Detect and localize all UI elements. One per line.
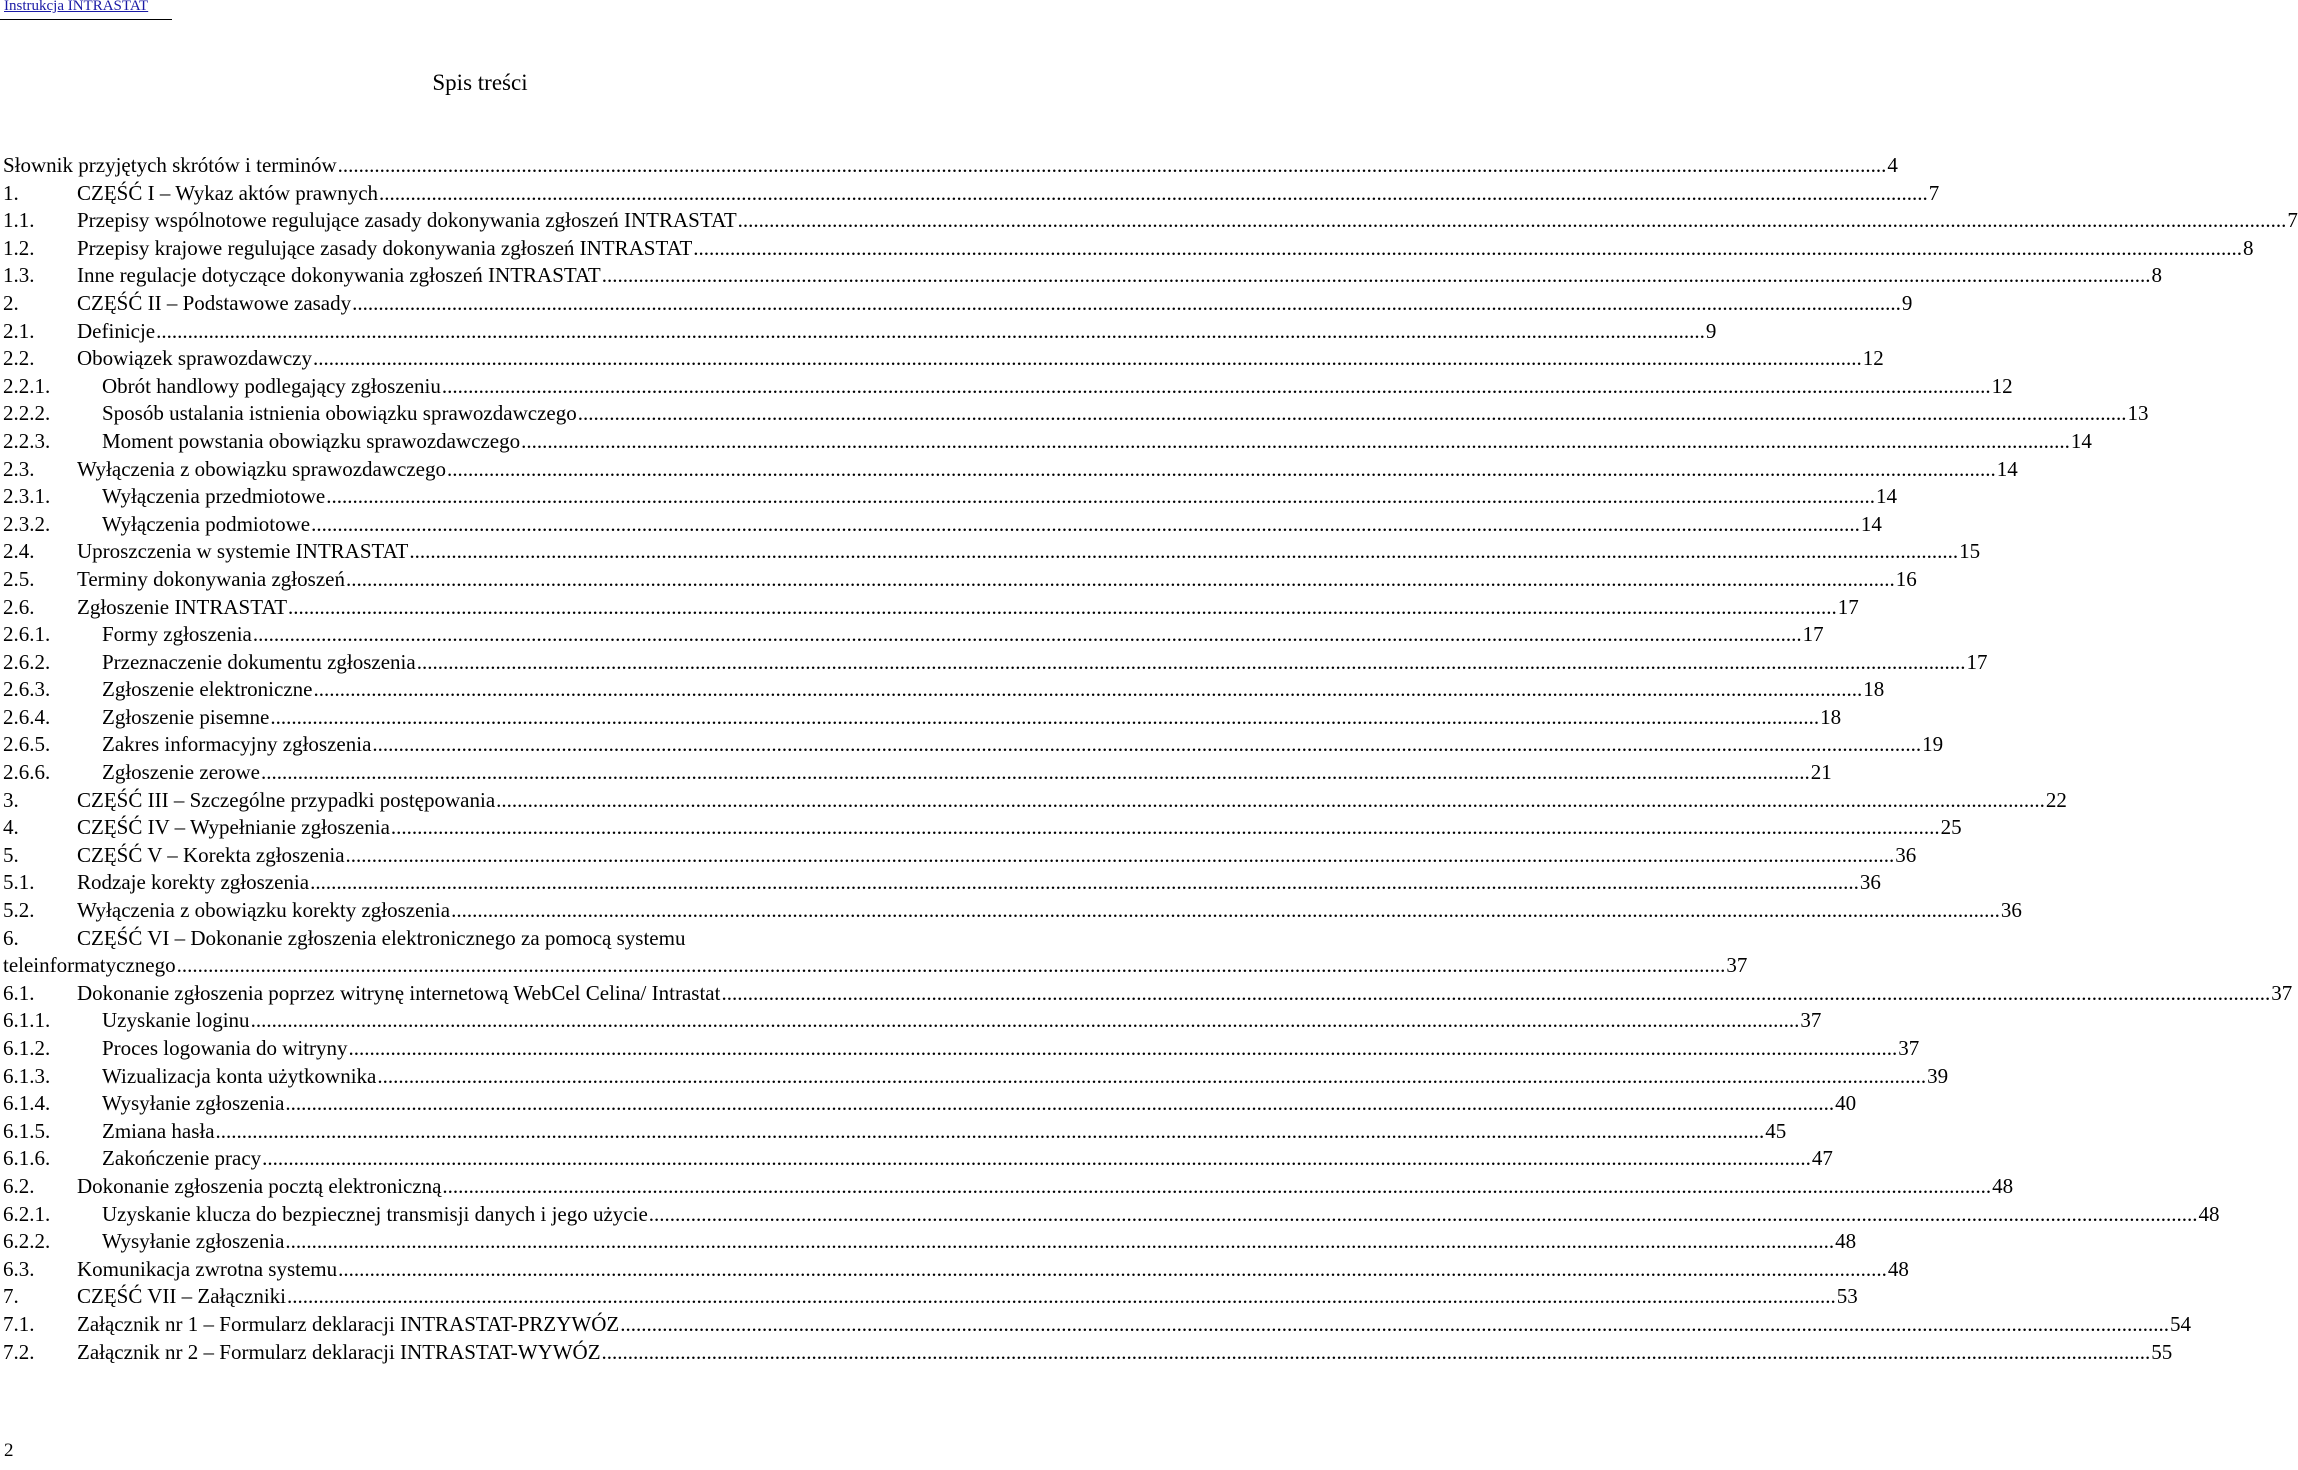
toc-entry-title: Dokonanie zgłoszenia poprzez witrynę internetową WebCel Celina/ Intrastat bbox=[77, 980, 721, 1005]
toc-entry-title: Obowiązek sprawozdawczy bbox=[77, 346, 312, 371]
toc-dot-leader bbox=[409, 538, 1958, 566]
toc-entry-continuation[interactable] bbox=[3, 952, 1748, 980]
toc-entry[interactable] bbox=[3, 759, 1832, 787]
toc-entry[interactable] bbox=[3, 456, 2018, 484]
toc-entry-number: 5.1. bbox=[3, 870, 35, 895]
toc-entry[interactable] bbox=[3, 1118, 1787, 1146]
toc-entry-page: 7 bbox=[2287, 208, 2298, 233]
toc-dot-leader bbox=[156, 318, 1705, 346]
toc-entry-page: 55 bbox=[2151, 1339, 2173, 1364]
toc-entry-title: Zmiana hasła bbox=[102, 1118, 215, 1143]
toc-entry-title: Słownik przyjętych skrótów i terminów bbox=[3, 153, 337, 177]
toc-entry[interactable] bbox=[3, 566, 1917, 594]
toc-entry-page: 39 bbox=[1927, 1063, 1949, 1088]
toc-dot-leader bbox=[346, 842, 1895, 870]
toc-dot-leader bbox=[326, 483, 1875, 511]
toc-entry-page: 40 bbox=[1835, 1091, 1857, 1116]
toc-entry-number: 4. bbox=[3, 815, 19, 840]
toc-entry-number: 5. bbox=[3, 842, 19, 867]
toc-entry-number: 6.2.2. bbox=[3, 1229, 51, 1254]
toc-entry[interactable] bbox=[3, 649, 1988, 677]
toc-entry[interactable] bbox=[3, 262, 2162, 290]
toc-dot-leader bbox=[602, 262, 2151, 290]
toc-entry-page: 45 bbox=[1765, 1118, 1787, 1143]
toc-entry-page: 48 bbox=[1835, 1229, 1857, 1254]
toc-dot-leader bbox=[261, 759, 1810, 787]
toc-entry-number: 2.6.4. bbox=[3, 704, 51, 729]
toc-entry-page: 16 bbox=[1895, 566, 1917, 591]
toc-entry-number: 6.1. bbox=[3, 980, 35, 1005]
toc-entry-page: 54 bbox=[2170, 1311, 2191, 1336]
toc-dot-leader bbox=[451, 897, 2000, 925]
toc-dot-leader bbox=[379, 180, 1928, 208]
toc-entry-number: 1.1. bbox=[3, 208, 35, 233]
toc-entry-title: Moment powstania obowiązku sprawozdawczego bbox=[102, 428, 521, 453]
toc-entry-number: 2.4. bbox=[3, 539, 35, 564]
toc-dot-leader bbox=[338, 152, 1887, 180]
toc-entry[interactable] bbox=[3, 1145, 1833, 1173]
toc-entry-number: 2.6. bbox=[3, 594, 35, 619]
toc-entry[interactable] bbox=[3, 400, 2149, 428]
toc-dot-leader bbox=[372, 731, 1921, 759]
toc-entry[interactable] bbox=[3, 511, 1882, 539]
toc-entry-number: 6.2.1. bbox=[3, 1201, 51, 1226]
toc-entry-page: 25 bbox=[1940, 815, 1962, 840]
toc-entry-page: 53 bbox=[1836, 1284, 1858, 1309]
toc-entry-title: Wyłączenia z obowiązku sprawozdawczego bbox=[77, 456, 446, 481]
toc-dot-leader bbox=[338, 1256, 1887, 1284]
toc-entry-page: 48 bbox=[1992, 1173, 2014, 1198]
toc-entry-title: Wizualizacja konta użytkownika bbox=[102, 1063, 377, 1088]
toc-dot-leader bbox=[352, 290, 1901, 318]
toc-entry-number: 2.3.1. bbox=[3, 484, 51, 509]
toc-entry-title: Uzyskanie klucza do bezpiecznej transmisji danych i jego użycie bbox=[102, 1201, 648, 1226]
toc-entry[interactable] bbox=[3, 925, 962, 953]
toc-dot-leader bbox=[346, 566, 1895, 594]
toc-entry-title: Sposób ustalania istnienia obowiązku sprawozdawczego bbox=[102, 401, 577, 426]
toc-entry[interactable] bbox=[3, 235, 2254, 263]
toc-entry-number: 1. bbox=[3, 180, 19, 205]
toc-dot-leader bbox=[253, 621, 1802, 649]
toc-dot-leader bbox=[602, 1339, 2151, 1367]
toc-entry[interactable] bbox=[3, 207, 2298, 235]
toc-entry-number: 6.1.2. bbox=[3, 1036, 51, 1060]
toc-dot-leader bbox=[216, 1118, 1765, 1146]
toc-entry-page: 14 bbox=[1875, 484, 1897, 509]
toc-entry[interactable] bbox=[3, 1311, 2191, 1339]
table-of-contents bbox=[3, 152, 2298, 1366]
toc-dot-leader bbox=[578, 400, 2127, 428]
toc-entry-page: 36 bbox=[1895, 842, 1917, 867]
toc-entry-title: Inne regulacje dotyczące dokonywania zgłoszeń INTRASTAT bbox=[77, 263, 601, 288]
toc-entry-page: 19 bbox=[1922, 732, 1944, 757]
toc-entry-page: 36 bbox=[1859, 870, 1881, 895]
toc-entry-title: Proces logowania do witryny bbox=[102, 1036, 348, 1060]
toc-entry-title: CZĘŚĆ IV – Wypełnianie zgłoszenia bbox=[77, 815, 390, 840]
toc-entry-number: 6.1.1. bbox=[3, 1008, 51, 1033]
toc-dot-leader bbox=[721, 980, 2270, 1008]
toc-entry[interactable] bbox=[3, 290, 1913, 318]
toc-title: Spis treści bbox=[432, 70, 528, 95]
toc-entry-page: 21 bbox=[1810, 760, 1832, 785]
toc-dot-leader bbox=[442, 1173, 1991, 1201]
toc-entry-number: 6.1.4. bbox=[3, 1091, 51, 1116]
toc-entry-title: Definicje bbox=[77, 318, 156, 343]
toc-entry[interactable] bbox=[3, 180, 1940, 208]
toc-entry-number: 3. bbox=[3, 787, 19, 812]
toc-entry-page: 12 bbox=[1991, 373, 2013, 398]
toc-entry-page: 14 bbox=[2070, 428, 2092, 453]
toc-dot-leader bbox=[288, 594, 1837, 622]
toc-dot-leader bbox=[349, 1035, 1898, 1063]
toc-entry-page: 18 bbox=[1820, 704, 1842, 729]
toc-entry-number: 6.3. bbox=[3, 1256, 35, 1281]
toc-entry-number: 5.2. bbox=[3, 898, 35, 923]
toc-entry-title: Zgłoszenie INTRASTAT bbox=[77, 594, 288, 619]
toc-entry-number: 2.6.3. bbox=[3, 677, 51, 702]
toc-entry-page: 17 bbox=[1966, 649, 1988, 674]
toc-entry-number: 7. bbox=[3, 1284, 19, 1309]
toc-dot-leader bbox=[391, 814, 1940, 842]
toc-entry-number: 2.3.2. bbox=[3, 511, 51, 536]
toc-dot-leader bbox=[270, 704, 1819, 732]
toc-entry-page: 9 bbox=[1705, 318, 1717, 343]
toc-entry-page: 13 bbox=[2127, 401, 2149, 426]
toc-entry-title: Terminy dokonywania zgłoszeń bbox=[77, 566, 345, 591]
toc-entry-title: CZĘŚĆ III – Szczególne przypadki postępowania bbox=[77, 787, 496, 812]
toc-entry-number: 7.1. bbox=[3, 1311, 35, 1336]
toc-dot-leader bbox=[311, 511, 1860, 539]
toc-dot-leader bbox=[377, 1063, 1926, 1091]
toc-entry[interactable] bbox=[3, 318, 1717, 346]
toc-entry-page: 37 bbox=[1898, 1036, 1920, 1060]
toc-entry-title: Przepisy wspólnotowe regulujące zasady dokonywania zgłoszeń INTRASTAT bbox=[77, 208, 737, 233]
toc-entry-number: 2.6.5. bbox=[3, 732, 51, 757]
toc-entry[interactable] bbox=[3, 1173, 2014, 1201]
toc-dot-leader bbox=[521, 428, 2070, 456]
toc-dot-leader bbox=[285, 1228, 1834, 1256]
toc-entry[interactable] bbox=[3, 538, 1981, 566]
toc-entry-title: Formy zgłoszenia bbox=[102, 622, 252, 647]
toc-entry-page: 9 bbox=[1901, 290, 1913, 315]
toc-dot-leader bbox=[177, 952, 1726, 980]
toc-entry[interactable] bbox=[3, 842, 1917, 870]
toc-entry-number: 7.2. bbox=[3, 1339, 35, 1364]
toc-dot-leader bbox=[442, 373, 1991, 401]
toc-entry-page: 37 bbox=[1800, 1008, 1822, 1033]
toc-entry-page: 37 bbox=[1726, 953, 1748, 978]
toc-entry-title: Wyłączenia z obowiązku korekty zgłoszenia bbox=[77, 898, 451, 923]
toc-dot-leader bbox=[649, 1201, 2198, 1229]
toc-entry-number: 2.2.2. bbox=[3, 401, 51, 426]
toc-entry-title: CZĘŚĆ II – Podstawowe zasady bbox=[77, 290, 352, 315]
toc-entry-number: 2.6.1. bbox=[3, 622, 51, 647]
toc-entry-title: Obrót handlowy podlegający zgłoszeniu bbox=[102, 373, 441, 398]
toc-entry-title: Zgłoszenie elektroniczne bbox=[102, 677, 313, 702]
toc-entry-title: Zgłoszenie zerowe bbox=[102, 760, 261, 785]
toc-entry-page: 4 bbox=[1887, 153, 1898, 177]
toc-entry[interactable] bbox=[3, 1035, 1920, 1063]
toc-entry-title: Wysyłanie zgłoszenia bbox=[102, 1229, 285, 1254]
toc-entry[interactable] bbox=[3, 373, 2013, 401]
toc-entry-title: Przepisy krajowe regulujące zasady dokonywania zgłoszeń INTRASTAT bbox=[77, 235, 693, 260]
toc-entry-page: 12 bbox=[1862, 346, 1884, 371]
toc-entry-title: Załącznik nr 2 – Formularz deklaracji INTRASTAT-WYWÓZ bbox=[77, 1339, 601, 1364]
toc-entry-number: 2.1. bbox=[3, 318, 35, 343]
toc-dot-leader bbox=[417, 649, 1966, 677]
toc-entry[interactable] bbox=[3, 704, 1842, 732]
toc-dot-leader bbox=[313, 676, 1862, 704]
toc-entry[interactable] bbox=[3, 345, 1884, 373]
toc-dot-leader bbox=[313, 345, 1862, 373]
toc-entry-number: 1.3. bbox=[3, 263, 35, 288]
toc-entry-page: 14 bbox=[1860, 511, 1882, 536]
toc-entry[interactable] bbox=[3, 787, 2067, 815]
toc-entry[interactable] bbox=[3, 152, 1898, 180]
toc-entry-title: Zakończenie pracy bbox=[102, 1146, 262, 1171]
toc-entry-title: CZĘŚĆ V – Korekta zgłoszenia bbox=[77, 842, 345, 867]
toc-entry-page: 48 bbox=[1887, 1256, 1909, 1281]
toc-entry[interactable] bbox=[3, 731, 1944, 759]
toc-entry-page: 37 bbox=[2271, 980, 2293, 1005]
toc-entry[interactable] bbox=[3, 428, 2092, 456]
toc-dot-leader bbox=[447, 456, 1996, 484]
toc-entry-number: 6.1.6. bbox=[3, 1146, 51, 1171]
toc-entry[interactable] bbox=[3, 897, 2022, 925]
toc-dot-leader bbox=[620, 1311, 2169, 1339]
toc-entry-title: Załącznik nr 1 – Formularz deklaracji INTRASTAT-PRZYWÓZ bbox=[77, 1311, 620, 1336]
toc-entry[interactable] bbox=[3, 1339, 2173, 1367]
toc-entry-page: 18 bbox=[1863, 677, 1885, 702]
toc-entry-number: 2.6.2. bbox=[3, 649, 51, 674]
toc-entry-number: 2.2.3. bbox=[3, 428, 51, 453]
toc-entry-number: 2.5. bbox=[3, 566, 35, 591]
toc-dot-leader bbox=[310, 869, 1859, 897]
toc-dot-leader bbox=[287, 1283, 1836, 1311]
toc-entry-title: Uproszczenia w systemie INTRASTAT bbox=[77, 539, 409, 564]
toc-entry[interactable] bbox=[3, 869, 1881, 897]
toc-entry-page: 17 bbox=[1837, 594, 1859, 619]
toc-entry-number: 2.6.6. bbox=[3, 760, 51, 785]
header-rule bbox=[0, 19, 172, 20]
toc-entry[interactable] bbox=[3, 814, 1962, 842]
toc-dot-leader bbox=[693, 235, 2242, 263]
toc-entry-page: 36 bbox=[2000, 898, 2022, 923]
toc-entry[interactable] bbox=[3, 483, 1897, 511]
toc-entry-title: CZĘŚĆ VI – Dokonanie zgłoszenia elektronicznego za pomocą systemu bbox=[77, 925, 686, 950]
toc-entry-page: 7 bbox=[1928, 180, 1940, 205]
toc-dot-leader bbox=[251, 1007, 1800, 1035]
toc-entry-number: 6.2. bbox=[3, 1173, 35, 1198]
toc-entry-title: Komunikacja zwrotna systemu bbox=[77, 1256, 338, 1281]
toc-entry-page: 15 bbox=[1959, 539, 1981, 564]
toc-entry-page: 48 bbox=[2198, 1201, 2220, 1226]
toc-entry[interactable] bbox=[3, 1256, 1909, 1284]
toc-entry-title: Wysyłanie zgłoszenia bbox=[102, 1091, 285, 1116]
toc-entry[interactable] bbox=[3, 980, 2293, 1008]
toc-entry-page: 47 bbox=[1811, 1146, 1833, 1171]
header-document-link[interactable]: Instrukcja INTRASTAT bbox=[4, 0, 149, 14]
toc-entry-title: Zgłoszenie pisemne bbox=[102, 704, 270, 729]
toc-entry-title: Zakres informacyjny zgłoszenia bbox=[102, 732, 372, 757]
toc-entry-page: 17 bbox=[1802, 622, 1824, 647]
toc-entry[interactable] bbox=[3, 1063, 1949, 1091]
toc-entry-title: Wyłączenia przedmiotowe bbox=[102, 484, 326, 509]
toc-entry-number: 2.2. bbox=[3, 346, 35, 371]
toc-entry[interactable] bbox=[3, 621, 1824, 649]
toc-entry-number: 2.2.1. bbox=[3, 373, 51, 398]
toc-entry-number: 2. bbox=[3, 290, 19, 315]
toc-entry-title: Dokonanie zgłoszenia pocztą elektroniczną bbox=[77, 1173, 442, 1198]
toc-entry-page: 8 bbox=[2243, 235, 2254, 260]
toc-entry-number: 1.2. bbox=[3, 235, 35, 260]
toc-entry-title: Wyłączenia podmiotowe bbox=[102, 511, 311, 536]
toc-entry[interactable] bbox=[3, 1283, 1858, 1311]
toc-entry-page: 14 bbox=[1996, 456, 2018, 481]
toc-entry[interactable] bbox=[3, 1201, 2220, 1229]
toc-entry-title: Przeznaczenie dokumentu zgłoszenia bbox=[102, 649, 416, 674]
toc-entry-title: CZĘŚĆ VII – Załączniki bbox=[77, 1284, 286, 1309]
toc-entry[interactable] bbox=[3, 594, 1859, 622]
toc-dot-leader bbox=[738, 207, 2287, 235]
toc-entry-title: Rodzaje korekty zgłoszenia bbox=[77, 870, 310, 895]
toc-entry[interactable] bbox=[3, 1090, 1857, 1118]
toc-entry-page: 22 bbox=[2045, 787, 2067, 812]
toc-entry[interactable] bbox=[3, 1228, 1857, 1256]
toc-dot-leader bbox=[496, 787, 2045, 815]
toc-entry-title-continuation: teleinformatycznego bbox=[3, 953, 176, 978]
page-number: 2 bbox=[4, 1440, 14, 1461]
toc-entry-number: 6.1.3. bbox=[3, 1063, 51, 1088]
toc-entry-number: 6.1.5. bbox=[3, 1118, 51, 1143]
toc-entry[interactable] bbox=[3, 676, 1885, 704]
toc-entry-page: 8 bbox=[2151, 263, 2162, 288]
toc-entry-title: CZĘŚĆ I – Wykaz aktów prawnych bbox=[77, 180, 379, 205]
toc-dot-leader bbox=[262, 1145, 1811, 1173]
toc-entry[interactable] bbox=[3, 1007, 1822, 1035]
toc-entry-number: 2.3. bbox=[3, 456, 35, 481]
toc-entry-title: Uzyskanie loginu bbox=[102, 1008, 250, 1033]
toc-dot-leader bbox=[285, 1090, 1834, 1118]
toc-entry-number: 6. bbox=[3, 925, 19, 950]
